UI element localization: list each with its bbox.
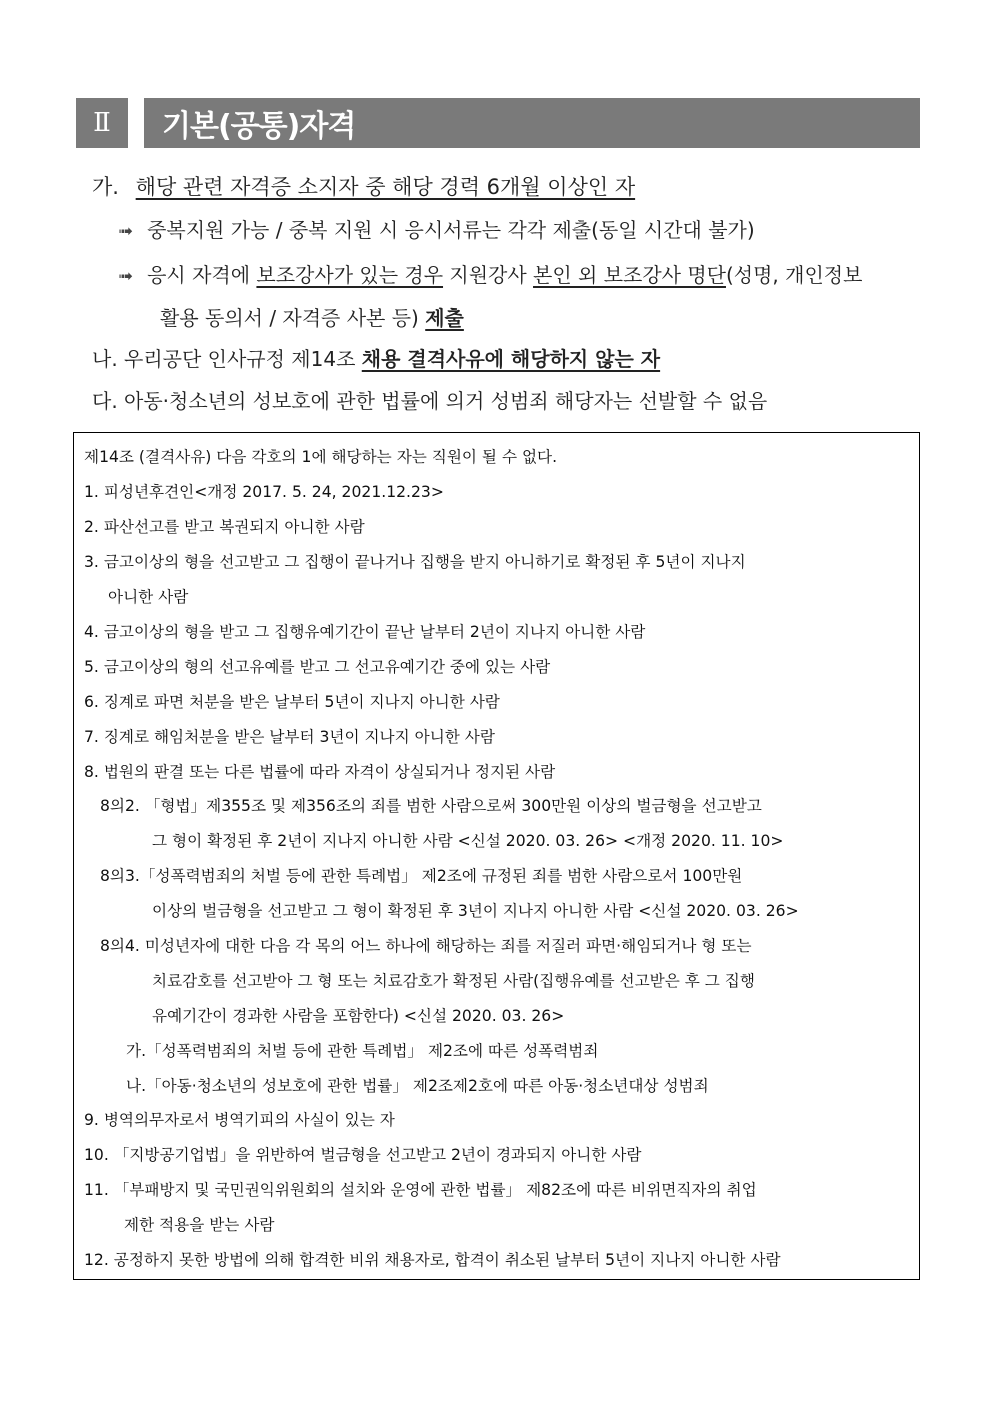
item-sub2-submit: 제출 [425,306,464,330]
regulation-item: 9. 병역의무자로서 병역기피의 사실이 있는 자 [84,1111,395,1129]
item-ga [92,171,635,201]
item-sub1 [118,214,755,243]
regulation-item: 3. 금고이상의 형을 선고받고 그 집행이 끝나거나 집행을 받지 아니하기로 확정된 후 5년이 지나지 [84,553,746,571]
item-sub1-text: 중복지원 가능 / 중복 지원 시 응시서류는 각각 제출(동일 시간대 불가) [147,218,755,242]
item-sub2-text-d: 본인 외 보조강사 명단 [533,263,726,287]
item-na-text: 나. 우리공단 인사규정 제14조 [92,347,362,371]
item-da [92,385,767,414]
section-number: Ⅱ [76,98,128,148]
item-sub2-text-b: 보조강사가 있는 경우 [256,263,444,287]
regulation-item: 1. 피성년후견인<개정 2017. 5. 24, 2021.12.23> [84,483,444,501]
regulation-item-cont: 유예기간이 경과한 사람을 포함한다) <신설 2020. 03. 26> [152,1007,565,1025]
regulation-item: 7. 징계로 해임처분을 받은 날부터 3년이 지나지 아니한 사람 [84,728,495,746]
regulation-subitem: 나.「아동·청소년의 성보호에 관한 법률」 제2조제2호에 따른 아동·청소년대상 성범죄 [126,1077,709,1095]
item-na [92,343,660,372]
regulation-item: 12. 공정하지 못한 방법에 의해 합격한 비위 채용자로, 합격이 취소된 날부터 5년이 지나지 아니한 사람 [84,1251,781,1269]
item-sub2-line2 [160,302,464,331]
regulation-item: 8의2. 「형법」제355조 및 제356조의 죄를 범한 사람으로써 300만원 이상의 벌금형을 선고받고 [100,797,762,815]
regulation-item: 8의4. 미성년자에 대한 다음 각 목의 어느 하나에 해당하는 죄를 저질러 파면·해임되거나 형 또는 [100,937,752,955]
item-sub2-text-a: 응시 자격에 [147,263,257,287]
item-na-highlight: 채용 결격사유에 해당하지 않는 자 [361,347,661,371]
item-sub2-line2-text: 활용 동의서 / 자격증 사본 등) [160,306,426,330]
item-da-text: 다. 아동·청소년의 성보호에 관한 법률에 의거 성범죄 해당자는 선발할 수 없음 [92,389,768,413]
regulation-item-cont: 그 형이 확정된 후 2년이 지나지 아니한 사람 <신설 2020. 03. 26> <개정 2020. 11. 10> [152,832,784,850]
regulation-item: 2. 파산선고를 받고 복권되지 아니한 사람 [84,518,365,536]
regulation-subitem: 가.「성폭력범죄의 처벌 등에 관한 특례법」 제2조에 따른 성폭력범죄 [126,1042,599,1060]
regulation-title: 제14조 (결격사유) 다음 각호의 1에 해당하는 자는 직원이 될 수 없다. [84,448,558,466]
regulation-item-cont: 아니한 사람 [108,588,189,606]
regulation-item: 6. 징계로 파면 처분을 받은 날부터 5년이 지나지 아니한 사람 [84,693,500,711]
item-sub2-text-e: (성명, 개인정보 [725,263,863,287]
section-title: 기본(공통)자격 [144,98,920,148]
regulation-item: 4. 금고이상의 형을 받고 그 집행유예기간이 끝난 날부터 2년이 지나지 아니한 사람 [84,623,646,641]
regulation-item: 5. 금고이상의 형의 선고유예를 받고 그 선고유예기간 중에 있는 사람 [84,658,551,676]
item-sub2 [118,259,862,288]
arrow-icon: ➟ [118,266,134,287]
regulation-box [73,432,920,1280]
regulation-item: 8의3.「성폭력범죄의 처벌 등에 관한 특례법」 제2조에 규정된 죄를 범한 사람으로서 100만원 [100,867,743,885]
regulation-item: 11. 「부패방지 및 국민권익위원회의 설치와 운영에 관한 법률」 제82조에 따른 비위면직자의 취업 [84,1181,757,1199]
section-header [76,98,920,148]
regulation-item: 10. 「지방공기업법」을 위반하여 벌금형을 선고받고 2년이 경과되지 아니한 사람 [84,1146,642,1164]
regulation-item-cont: 이상의 벌금형을 선고받고 그 형이 확정된 후 3년이 지나지 아니한 사람 <신설 2020. 03. 26> [152,902,799,920]
arrow-icon: ➟ [118,221,134,242]
item-ga-text: 해당 관련 자격증 소지자 중 해당 경력 6개월 이상인 자 [135,175,636,199]
regulation-item: 8. 법원의 판결 또는 다른 법률에 따라 자격이 상실되거나 정지된 사람 [84,763,556,781]
regulation-item-cont: 제한 적용을 받는 사람 [124,1216,275,1234]
item-sub2-text-c: 지원강사 [443,263,534,287]
regulation-item-cont: 치료감호를 선고받아 그 형 또는 치료감호가 확정된 사람(집행유예를 선고받은 후 그 집행 [152,972,755,990]
item-ga-prefix: 가. [92,175,119,199]
